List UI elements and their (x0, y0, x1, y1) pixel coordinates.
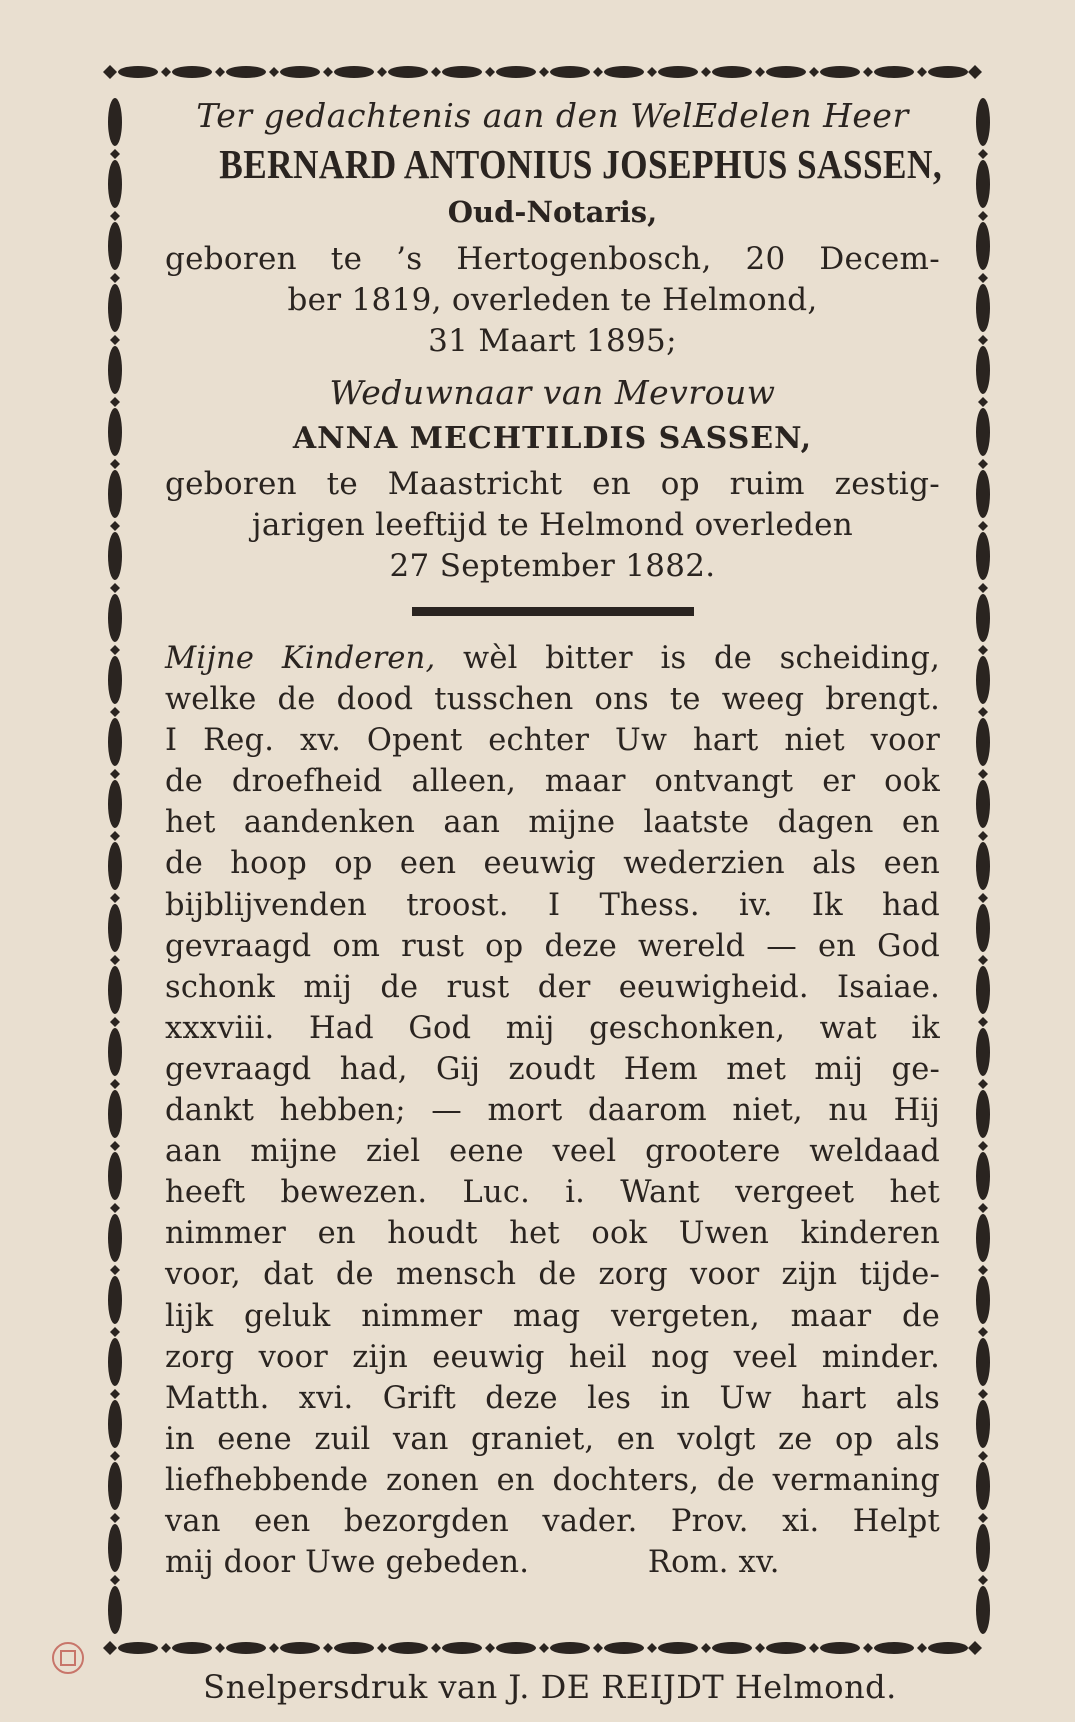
border-ornament (976, 780, 990, 828)
border-ornament (485, 1643, 495, 1653)
border-ornament (110, 211, 120, 221)
border-ornament (978, 1141, 988, 1151)
birth-line-2: ber 1819, overleden te Helmond, (287, 282, 818, 318)
border-ornament (863, 1643, 873, 1653)
body-line: lijk geluk nimmer mag vergeten, maar de (165, 1298, 940, 1334)
body-line: xxxviii. Had God mij geschonken, wat ik (165, 1010, 940, 1046)
border-ornament (431, 67, 441, 77)
border-ornament (108, 656, 122, 704)
border-ornament (978, 645, 988, 655)
body-line: Matth. xvi. Grift deze les in Uw hart als (165, 1380, 940, 1416)
border-ornament (928, 66, 968, 78)
border-ornament (928, 1642, 968, 1654)
border-ornament (701, 1643, 711, 1653)
border-ornament (108, 1400, 122, 1448)
border-ornament (110, 149, 120, 159)
border-ornament (108, 966, 122, 1014)
body-line: de droefheid alleen, maar ontvangt er ook (165, 764, 940, 800)
body-line: de hoop op een eeuwig wederzien als een (165, 846, 940, 882)
body-line: bijblijvenden troost. I Thess. iv. Ik had (165, 887, 940, 923)
border-ornament (172, 66, 212, 78)
body-line: liefhebbende zonen en dochters, de vermaning (165, 1462, 940, 1498)
border-ornament (110, 1451, 120, 1461)
border-ornament (658, 1642, 698, 1654)
border-ornament (108, 904, 122, 952)
border-ornament (442, 66, 482, 78)
widow-intro: Weduwnaar van Mevrouw (329, 373, 776, 412)
body-line: gevraagd om rust op deze wereld — en God (165, 928, 940, 964)
border-ornament (978, 459, 988, 469)
body-line: zorg voor zijn eeuwig heil nog veel minder. (165, 1339, 940, 1375)
border-ornament (103, 65, 117, 79)
border-ornament (550, 1642, 590, 1654)
border-ornament (874, 1642, 914, 1654)
border-ornament (108, 222, 122, 270)
border-ornament (593, 67, 603, 77)
border-ornament (172, 1642, 212, 1654)
border-ornament (809, 67, 819, 77)
border-ornament (108, 1152, 122, 1200)
border-ornament (604, 1642, 644, 1654)
deceased-title: Oud-Notaris, (447, 195, 658, 229)
border-ornament (108, 1524, 122, 1572)
border-ornament (978, 1575, 988, 1585)
border-ornament (539, 67, 549, 77)
border-ornament (110, 707, 120, 717)
border-ornament (976, 408, 990, 456)
border-ornament (269, 1643, 279, 1653)
border-ornament (976, 718, 990, 766)
border-ornament (496, 1642, 536, 1654)
border-ornament (110, 397, 120, 407)
border-ornament (976, 470, 990, 518)
body-line: dankt hebben; — mort daarom niet, nu Hij (165, 1093, 940, 1129)
border-ornament (108, 1028, 122, 1076)
border-ornament (226, 66, 266, 78)
border-ornament (388, 66, 428, 78)
border-ornament (108, 1276, 122, 1324)
body-line: voor, dat de mensch de zorg voor zijn tijde- (165, 1257, 940, 1293)
border-ornament (874, 66, 914, 78)
border-ornament (978, 893, 988, 903)
border-ornament (110, 831, 120, 841)
border-ornament (108, 1586, 122, 1634)
border-ornament (712, 66, 752, 78)
border-ornament (442, 1642, 482, 1654)
border-ornament (110, 1265, 120, 1275)
border-ornament (976, 1090, 990, 1138)
archive-stamp-icon (50, 1640, 86, 1676)
border-ornament (978, 583, 988, 593)
border-ornament (976, 1462, 990, 1510)
border-ornament (108, 470, 122, 518)
border-ornament (917, 67, 927, 77)
border-ornament (976, 1586, 990, 1634)
card-content (165, 95, 943, 1583)
border-ornament (388, 1642, 428, 1654)
border-ornament (110, 769, 120, 779)
border-ornament (108, 98, 122, 146)
body-line: het aandenken aan mijne laatste dagen en (165, 805, 940, 841)
divider-rule (412, 607, 694, 616)
border-ornament (108, 160, 122, 208)
border-ornament (108, 1338, 122, 1386)
border-ornament (712, 1642, 752, 1654)
border-ornament (377, 1643, 387, 1653)
border-ornament (978, 211, 988, 221)
intro-line: Ter gedachtenis aan den WelEdelen Heer (196, 96, 909, 135)
border-ornament (917, 1643, 927, 1653)
border-ornament (976, 594, 990, 642)
body-line: welke de dood tusschen ons te weeg brengt. (165, 682, 940, 718)
body-line: mij door Uwe gebeden. Rom. xv. (165, 1545, 780, 1581)
border-ornament (978, 273, 988, 283)
widow-line-3: 27 September 1882. (389, 548, 716, 584)
border-ornament (108, 346, 122, 394)
border-ornament (334, 66, 374, 78)
border-ornament (978, 1451, 988, 1461)
border-ornament (978, 521, 988, 531)
border-ornament (269, 67, 279, 77)
widow-line-2: jarigen leeftijd te Helmond overleden (251, 507, 854, 543)
border-ornament (820, 1642, 860, 1654)
border-ornament (976, 1338, 990, 1386)
border-ornament (978, 1265, 988, 1275)
border-ornament (978, 707, 988, 717)
border-ornament (108, 1214, 122, 1262)
border-ornament (976, 346, 990, 394)
border-ornament (863, 67, 873, 77)
border-ornament (110, 955, 120, 965)
birth-line-3: 31 Maart 1895; (428, 323, 677, 359)
border-ornament (118, 1642, 158, 1654)
body-line: gevraagd had, Gij zoudt Hem met mij ge- (165, 1051, 940, 1087)
border-ornament (604, 66, 644, 78)
border-ornament (647, 1643, 657, 1653)
body-line: in eene zuil van graniet, en volgt ze op als (165, 1421, 940, 1457)
border-ornament (110, 1017, 120, 1027)
border-ornament (976, 98, 990, 146)
border-ornament (161, 1643, 171, 1653)
border-ornament (978, 1389, 988, 1399)
body-line: schonk mij de rust der eeuwigheid. Isaiae. (165, 969, 940, 1005)
border-ornament (978, 397, 988, 407)
border-ornament (110, 645, 120, 655)
body-line: aan mijne ziel eene veel grootere weldaad (165, 1134, 940, 1170)
border-ornament (431, 1643, 441, 1653)
birth-line-1: geboren te ’s Hertogenbosch, 20 Decem- (165, 241, 940, 277)
border-ornament (978, 1513, 988, 1523)
body-line: van een bezorgden vader. Prov. xi. Helpt (165, 1503, 940, 1539)
border-ornament (968, 1641, 982, 1655)
border-ornament (968, 65, 982, 79)
border-ornament (110, 521, 120, 531)
border-ornament (658, 66, 698, 78)
border-ornament (766, 66, 806, 78)
border-ornament (108, 594, 122, 642)
border-ornament (108, 780, 122, 828)
border-ornament (215, 1643, 225, 1653)
border-ornament (110, 893, 120, 903)
border-ornament (108, 408, 122, 456)
border-ornament (976, 284, 990, 332)
border-ornament (978, 1203, 988, 1213)
border-ornament (110, 459, 120, 469)
border-ornament (978, 769, 988, 779)
border-ornament (550, 66, 590, 78)
border-ornament (978, 1017, 988, 1027)
border-ornament (978, 335, 988, 345)
widow-line-1: geboren te Maastricht en op ruim zestig- (165, 466, 940, 502)
border-ornament (539, 1643, 549, 1653)
border-ornament (766, 1642, 806, 1654)
border-ornament (976, 160, 990, 208)
body-opening: Mijne Kinderen, (165, 641, 436, 676)
body-line: I Reg. xv. Opent echter Uw hart niet voor (165, 723, 940, 759)
border-ornament (323, 67, 333, 77)
border-ornament (809, 1643, 819, 1653)
border-ornament (108, 284, 122, 332)
border-ornament (978, 1327, 988, 1337)
border-ornament (108, 718, 122, 766)
border-ornament (978, 831, 988, 841)
border-ornament (110, 1513, 120, 1523)
border-ornament (110, 273, 120, 283)
border-ornament (377, 67, 387, 77)
border-ornament (108, 842, 122, 890)
border-ornament (118, 66, 158, 78)
border-ornament (161, 67, 171, 77)
border-ornament (103, 1641, 117, 1655)
border-ornament (755, 67, 765, 77)
border-ornament (110, 1389, 120, 1399)
border-ornament (978, 149, 988, 159)
border-ornament (226, 1642, 266, 1654)
border-ornament (976, 966, 990, 1014)
border-ornament (280, 66, 320, 78)
border-ornament (334, 1642, 374, 1654)
border-ornament (110, 1079, 120, 1089)
border-ornament (485, 67, 495, 77)
border-ornament (496, 66, 536, 78)
body-text (165, 638, 940, 1583)
border-ornament (701, 67, 711, 77)
border-ornament (108, 532, 122, 580)
border-ornament (976, 904, 990, 952)
widow-name: ANNA MECHTILDIS SASSEN, (292, 421, 813, 456)
border-ornament (976, 656, 990, 704)
border-ornament (108, 1462, 122, 1510)
border-ornament (976, 1214, 990, 1262)
border-ornament (820, 66, 860, 78)
border-ornament (755, 1643, 765, 1653)
body-line: heeft bewezen. Luc. i. Want vergeet het (165, 1175, 940, 1211)
border-ornament (978, 955, 988, 965)
border-ornament (108, 1090, 122, 1138)
border-ornament (110, 1203, 120, 1213)
border-ornament (976, 532, 990, 580)
border-ornament (323, 1643, 333, 1653)
border-ornament (215, 67, 225, 77)
border-ornament (976, 1152, 990, 1200)
border-ornament (647, 67, 657, 77)
body-line: Mijne Kinderen, wèl bitter is de scheiding, (165, 641, 940, 676)
border-ornament (593, 1643, 603, 1653)
printer-imprint: Snelpersdruk van J. DE REIJDT Helmond. (203, 1668, 897, 1706)
border-ornament (110, 583, 120, 593)
border-ornament (976, 1524, 990, 1572)
border-ornament (976, 1276, 990, 1324)
border-ornament (110, 1141, 120, 1151)
body-line: nimmer en houdt het ook Uwen kinderen (165, 1216, 940, 1252)
border-ornament (978, 1079, 988, 1089)
border-ornament (110, 1327, 120, 1337)
border-ornament (976, 1400, 990, 1448)
border-ornament (976, 222, 990, 270)
border-ornament (110, 1575, 120, 1585)
border-ornament (280, 1642, 320, 1654)
deceased-name: BERNARD ANTONIUS JOSEPHUS SASSEN, (219, 141, 943, 187)
border-ornament (976, 842, 990, 890)
border-ornament (976, 1028, 990, 1076)
border-ornament (110, 335, 120, 345)
